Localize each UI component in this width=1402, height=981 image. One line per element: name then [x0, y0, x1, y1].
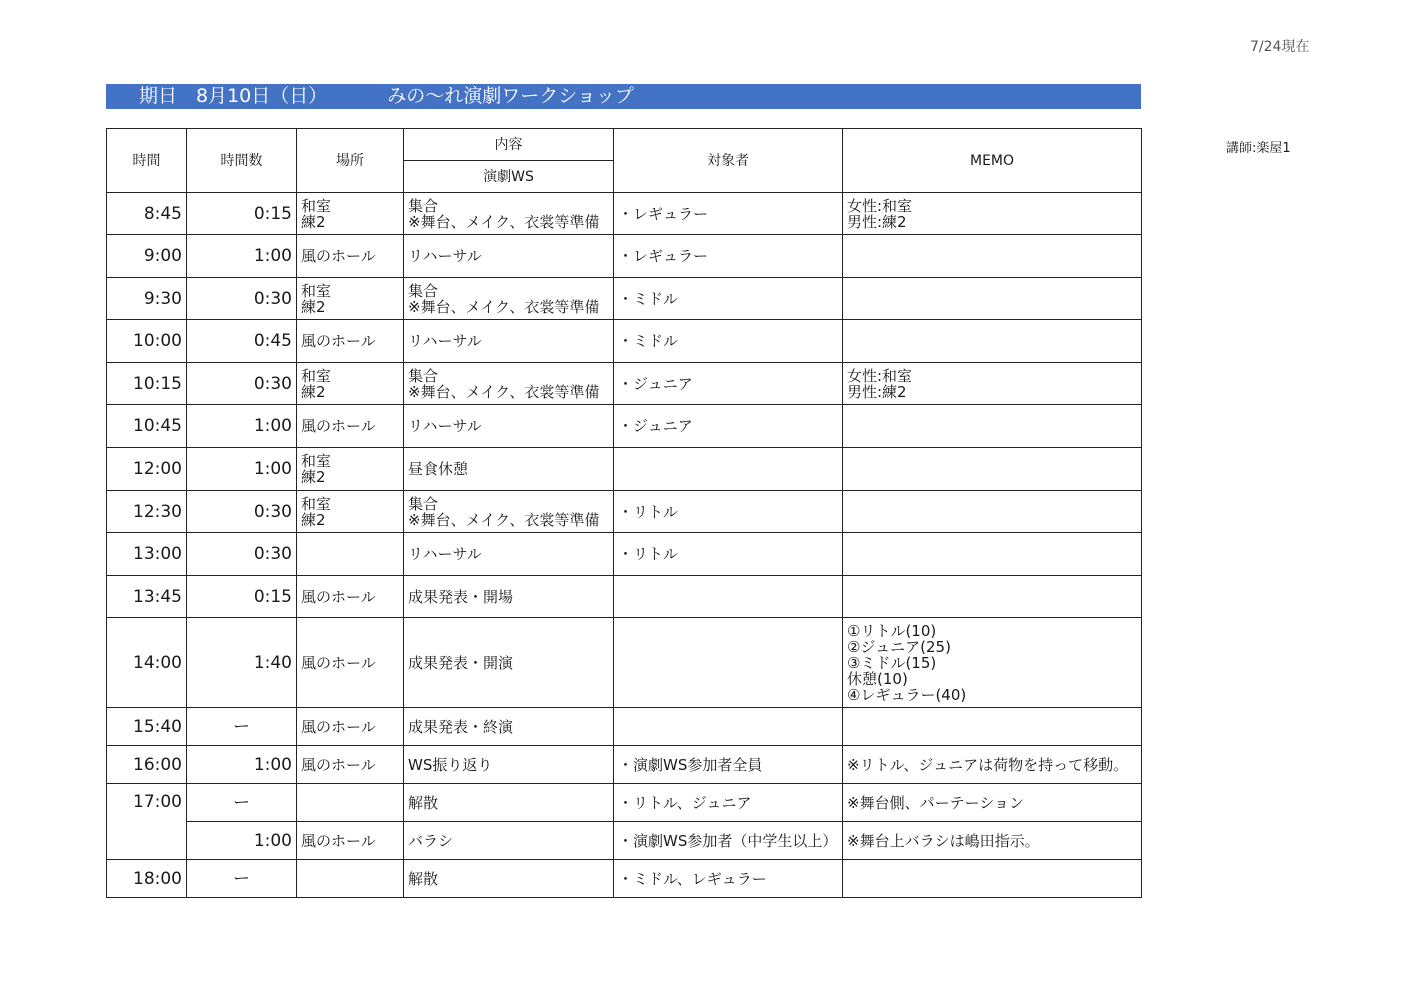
banner-date: 期日 8月10日（日）	[139, 85, 328, 107]
cell-time: 14:00	[107, 618, 187, 708]
table-row	[107, 405, 1142, 448]
cell-content	[404, 193, 614, 235]
cell-memo-line: ④レギュラー(40)	[847, 685, 967, 704]
table-row	[107, 533, 1142, 576]
cell-place-line: 練2	[301, 468, 326, 486]
cell-memo-line: 休憩(10)	[847, 669, 908, 688]
cell-place	[297, 320, 404, 363]
cell-place-line: 練2	[301, 297, 326, 316]
cell-place-line: 風のホール	[301, 247, 376, 265]
cell-content-line: 集合	[408, 281, 439, 300]
cell-content	[404, 448, 614, 491]
cell-content-line: 解散	[408, 793, 439, 812]
cell-memo	[843, 278, 1142, 320]
cell-time: 13:45	[107, 576, 187, 618]
cell-place	[297, 278, 404, 320]
cell-content	[404, 278, 614, 320]
cell-hours: 1:00	[187, 448, 297, 491]
cell-target	[614, 448, 843, 491]
cell-content	[404, 320, 614, 363]
title-banner	[106, 84, 1141, 109]
cell-time: 9:00	[107, 235, 187, 278]
cell-time: 8:45	[107, 193, 187, 235]
cell-target: ・ミドル	[614, 278, 843, 320]
cell-hours: 0:30	[187, 363, 297, 405]
cell-content-line: 解散	[408, 869, 439, 888]
table-row	[107, 491, 1142, 533]
cell-target	[614, 576, 843, 618]
cell-place	[297, 618, 404, 708]
cell-target: ・リトル	[614, 533, 843, 576]
header-target: 対象者	[614, 129, 843, 193]
cell-target: ・ミドル、レギュラー	[614, 860, 843, 898]
table-row	[107, 860, 1142, 898]
cell-place-line: 風のホール	[301, 717, 376, 736]
cell-hours: 1:00	[187, 746, 297, 784]
cell-time: 17:00	[107, 784, 187, 860]
cell-hours: 1:00	[187, 822, 297, 860]
cell-hours: 1:40	[187, 618, 297, 708]
cell-place-line: 練2	[301, 382, 326, 401]
cell-hours: 0:15	[187, 576, 297, 618]
cell-content-line: 成果発表・終演	[408, 717, 514, 736]
cell-content-line: ※舞台、メイク、衣裳等準備	[408, 297, 600, 316]
as-of-date: 7/24現在	[1250, 39, 1310, 55]
cell-hours: 0:30	[187, 533, 297, 576]
cell-memo	[843, 576, 1142, 618]
cell-target: ・レギュラー	[614, 235, 843, 278]
table-row	[107, 363, 1142, 405]
cell-target: ・ジュニア	[614, 363, 843, 405]
table-row	[107, 708, 1142, 746]
cell-time: 10:00	[107, 320, 187, 363]
cell-memo	[843, 746, 1142, 784]
table-row	[107, 320, 1142, 363]
cell-content	[404, 618, 614, 708]
header-content-sub: 演劇WS	[404, 161, 614, 193]
cell-hours: ー	[187, 708, 297, 746]
cell-time: 18:00	[107, 860, 187, 898]
cell-hours: ー	[187, 784, 297, 822]
table-row	[107, 278, 1142, 320]
cell-place-line: 和室	[301, 281, 332, 300]
cell-target: ・演劇WS参加者（中学生以上）	[614, 822, 843, 860]
cell-place-line: 和室	[301, 494, 332, 513]
cell-target: ・ジュニア	[614, 405, 843, 448]
cell-content-line: 集合	[408, 494, 439, 513]
cell-content-line: ※舞台、メイク、衣裳等準備	[408, 212, 600, 231]
cell-memo	[843, 618, 1142, 708]
cell-content	[404, 405, 614, 448]
cell-place	[297, 533, 404, 576]
cell-content	[404, 746, 614, 784]
cell-memo-line: ③ミドル(15)	[847, 653, 937, 672]
cell-content-line: ※舞台、メイク、衣裳等準備	[408, 510, 600, 529]
cell-place	[297, 860, 404, 898]
cell-content-line: WS振り返り	[408, 755, 493, 774]
cell-target: ・ミドル	[614, 320, 843, 363]
cell-content-line: 成果発表・開場	[408, 587, 514, 606]
table-row	[107, 618, 1142, 708]
cell-content	[404, 784, 614, 822]
cell-content-line: 昼食休憩	[408, 460, 469, 478]
cell-content-line: 成果発表・開演	[408, 653, 514, 672]
cell-time: 9:30	[107, 278, 187, 320]
cell-target	[614, 708, 843, 746]
cell-target: ・リトル	[614, 491, 843, 533]
schedule-body	[107, 193, 1142, 898]
header-place: 場所	[297, 129, 404, 193]
cell-memo	[843, 320, 1142, 363]
cell-target	[614, 618, 843, 708]
cell-place-line: 風のホール	[301, 755, 376, 774]
cell-place	[297, 784, 404, 822]
cell-memo	[843, 784, 1142, 822]
cell-place-line: 風のホール	[301, 587, 376, 606]
cell-memo	[843, 235, 1142, 278]
cell-memo	[843, 448, 1142, 491]
cell-content-line: ※舞台、メイク、衣裳等準備	[408, 382, 600, 401]
cell-memo	[843, 822, 1142, 860]
table-row	[107, 784, 1142, 822]
cell-place-line: 練2	[301, 212, 326, 231]
cell-hours: ー	[187, 860, 297, 898]
cell-content-line: リハーサル	[408, 417, 482, 435]
cell-time: 12:00	[107, 448, 187, 491]
cell-hours: 0:30	[187, 278, 297, 320]
cell-time: 13:00	[107, 533, 187, 576]
cell-memo	[843, 533, 1142, 576]
cell-content	[404, 235, 614, 278]
cell-hours: 0:30	[187, 491, 297, 533]
cell-memo-line: 男性:練2	[847, 212, 907, 231]
cell-content-line: バラシ	[408, 831, 454, 850]
cell-memo-line: 男性:練2	[847, 382, 907, 401]
cell-place	[297, 448, 404, 491]
cell-place	[297, 193, 404, 235]
cell-place	[297, 491, 404, 533]
banner-title: みの～れ演劇ワークショップ	[387, 85, 634, 107]
cell-content	[404, 822, 614, 860]
cell-hours: 1:00	[187, 405, 297, 448]
cell-content-line: リハーサル	[408, 332, 482, 350]
header-memo: MEMO	[843, 129, 1142, 193]
table-row	[107, 576, 1142, 618]
cell-content-line: 集合	[408, 366, 439, 385]
cell-hours: 0:45	[187, 320, 297, 363]
cell-memo	[843, 708, 1142, 746]
cell-memo	[843, 193, 1142, 235]
cell-memo-line: ※リトル、ジュニアは荷物を持って移動。	[847, 755, 1129, 774]
cell-memo	[843, 491, 1142, 533]
cell-target: ・リトル、ジュニア	[614, 784, 843, 822]
cell-place	[297, 235, 404, 278]
cell-content	[404, 363, 614, 405]
table-row	[107, 746, 1142, 784]
schedule-table	[106, 128, 1142, 898]
cell-time: 10:15	[107, 363, 187, 405]
table-row	[107, 822, 1142, 860]
cell-place-line: 和室	[301, 196, 332, 215]
cell-memo-line: ①リトル(10)	[847, 621, 937, 640]
cell-content-line: 集合	[408, 196, 439, 215]
cell-place-line: 和室	[301, 366, 332, 385]
cell-memo-line: 女性:和室	[847, 196, 913, 215]
cell-place	[297, 363, 404, 405]
header-content: 内容	[404, 129, 614, 161]
cell-content	[404, 860, 614, 898]
cell-content	[404, 576, 614, 618]
cell-hours: 0:15	[187, 193, 297, 235]
cell-time: 15:40	[107, 708, 187, 746]
cell-memo	[843, 860, 1142, 898]
cell-memo	[843, 363, 1142, 405]
cell-time: 16:00	[107, 746, 187, 784]
cell-content	[404, 533, 614, 576]
cell-content	[404, 491, 614, 533]
cell-memo-line: ※舞台側、パーテーション	[847, 793, 1024, 812]
table-row	[107, 235, 1142, 278]
cell-hours: 1:00	[187, 235, 297, 278]
cell-place-line: 風のホール	[301, 653, 376, 672]
cell-place	[297, 822, 404, 860]
table-row	[107, 193, 1142, 235]
cell-memo-line: 女性:和室	[847, 366, 913, 385]
cell-target: ・演劇WS参加者全員	[614, 746, 843, 784]
cell-time: 10:45	[107, 405, 187, 448]
header-time: 時間	[107, 129, 187, 193]
cell-place	[297, 576, 404, 618]
cell-memo-line: ②ジュニア(25)	[847, 637, 951, 656]
table-row	[107, 448, 1142, 491]
cell-place	[297, 708, 404, 746]
cell-memo-line: ※舞台上バラシは嶋田指示。	[847, 831, 1040, 850]
cell-place	[297, 746, 404, 784]
cell-content-line: リハーサル	[408, 545, 482, 563]
cell-place	[297, 405, 404, 448]
cell-place-line: 風のホール	[301, 332, 376, 350]
cell-place-line: 風のホール	[301, 417, 376, 435]
cell-memo	[843, 405, 1142, 448]
instructor-note: 講師:楽屋1	[1226, 141, 1291, 156]
cell-place-line: 練2	[301, 510, 326, 529]
header-hours: 時間数	[187, 129, 297, 193]
cell-target: ・レギュラー	[614, 193, 843, 235]
cell-place-line: 和室	[301, 452, 332, 470]
cell-content-line: リハーサル	[408, 247, 482, 265]
cell-content	[404, 708, 614, 746]
cell-time: 12:30	[107, 491, 187, 533]
cell-place-line: 風のホール	[301, 831, 376, 850]
